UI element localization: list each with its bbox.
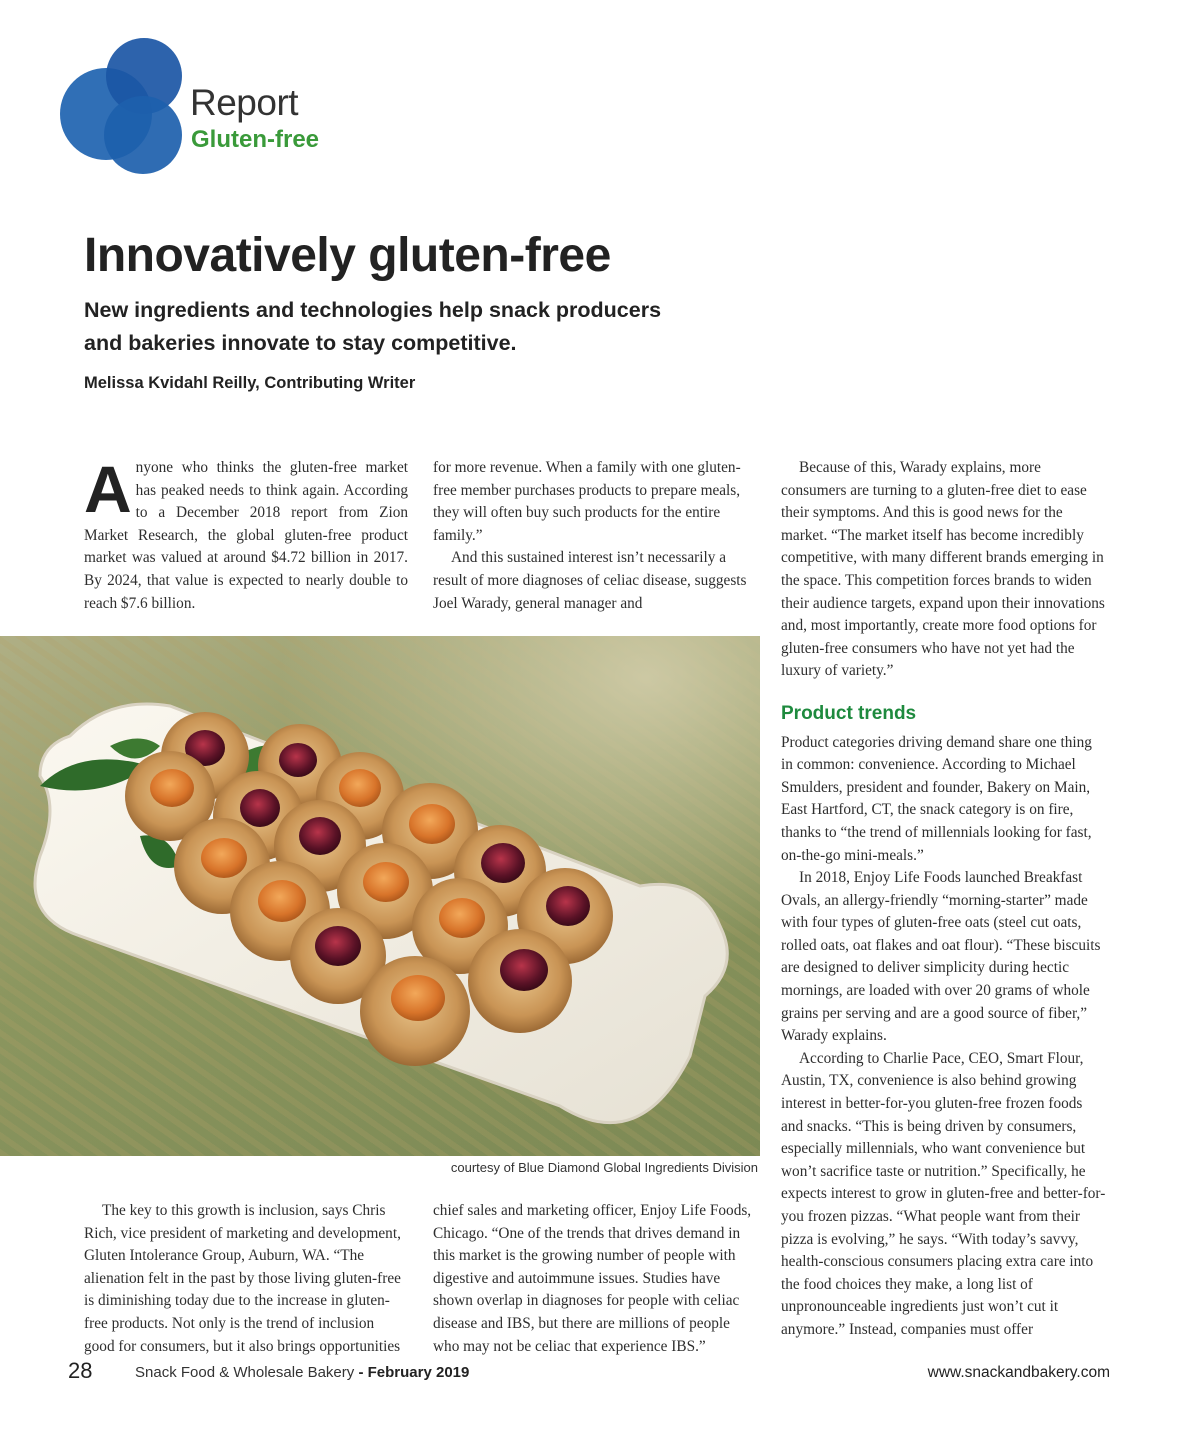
deck-line: New ingredients and technologies help snack producers [84,298,662,322]
body-paragraph: In 2018, Enjoy Life Foods launched Breakfast Ovals, an allergy-friendly “morning-starter” made with four types of gluten-free oats (steel cut oats, rolled oats, oat flakes and oat flour). “These biscuits are designed to deliver simplicity during hectic mornings, are loaded with over 20 grams of whole grains per serving and are a good source of fiber,” Warady explains. [781,869,1101,1045]
report-logo-circles [60,38,210,174]
body-paragraph: According to Charlie Pace, CEO, Smart Flour, Austin, TX, convenience is also behind growing interest in better-for-you gluten-free frozen foods and snacks. “This is being driven by consumers, especially millennials, who want convenience but won’t sacrifice taste or nutrition.” Specifically, he expects interest to grow in gluten-free and better-for-you frozen pizzas. “What people want from their pizza is evolving,” he says. “With today’s savvy, health-conscious consumers placing extra care into the food choices they make, a long list of unpronounceable ingredients just won’t cut it anymore.” Instead, companies must offer [781,1049,1106,1338]
column-2-top [433,457,757,615]
article-headline: Innovatively gluten-free [84,229,611,282]
column-1-bottom [84,1200,408,1358]
photo-illustration [0,636,760,1156]
column-3 [781,457,1107,1342]
magazine-folio [135,1364,469,1381]
byline: Melissa Kvidahl Reilly, Contributing Writer [84,374,416,392]
deck-line: and bakeries innovate to stay competitive. [84,331,517,355]
section-label: Report [190,82,299,123]
drop-cap: A [84,452,132,526]
subhead-product-trends: Product trends [781,702,917,724]
subsection-label: Gluten-free [191,126,320,153]
column-1-top [84,452,408,615]
article-deck [84,294,744,360]
body-paragraph: Product categories driving demand share one thing in common: convenience. According to Michael Smulders, president and founder, Bakery on Main, East Hartford, CT, the snack category is on fire, thanks to “the trend of millennials looking for fast, on-the-go mini-meals.” [781,733,1092,864]
body-paragraph: for more revenue. When a family with one gluten-free member purchases products to prepare meals, they will often buy such products for the entire family.” [433,459,741,544]
cookies [125,712,613,1066]
body-paragraph: The key to this growth is inclusion, says Chris Rich, vice president of marketing and development, Gluten Intolerance Group, Auburn, WA. “The alienation felt in the past by those living gluten-free is diminishing today due to the increase in gluten-free products. Not only is the trend of inclusion good for consumers, but it also brings opportunities [84,1202,401,1355]
body-paragraph: chief sales and marketing officer, Enjoy Life Foods, Chicago. “One of the trends that drives demand in this market is the growing number of people with digestive and autoimmune issues. Studies have shown overlap in diagnoses for people with celiac disease and IBS, but there are millions of people who may not be celiac that experience IBS.” [433,1202,752,1355]
cookie-platter-photo [0,636,760,1156]
logo-circle [104,96,182,174]
body-paragraph: Because of this, Warady explains, more consumers are turning to a gluten-free diet to ease their symptoms. And this is good news for the market. “The market itself has become incredibly competitive, with many different brands emerging in the space. This competition forces brands to widen their audience targets, expand upon their innovations and, most importantly, create more food options for gluten-free consumers who have not yet had the luxury of variety.” [781,459,1105,680]
website-url: www.snackandbakery.com [927,1364,1110,1381]
body-paragraph: And this sustained interest isn’t necessarily a result of more diagnoses of celiac disease, suggests Joel Warady, general manager and [433,549,747,612]
page-number: 28 [68,1358,93,1383]
photo-caption: courtesy of Blue Diamond Global Ingredients Division [450,1160,758,1175]
column-2-bottom [433,1200,757,1358]
body-paragraph: nyone who thinks the gluten-free market has peaked needs to think again. According to a December 2018 report from Zion Market Research, the global gluten-free product market was valued at around $4.72 billion in 2017. By 2024, that value is expected to nearly double to reach $7.6 billion. [84,459,408,612]
magazine-name: Snack Food & Wholesale Bakery [135,1364,355,1381]
issue-date: - February 2019 [358,1364,470,1381]
